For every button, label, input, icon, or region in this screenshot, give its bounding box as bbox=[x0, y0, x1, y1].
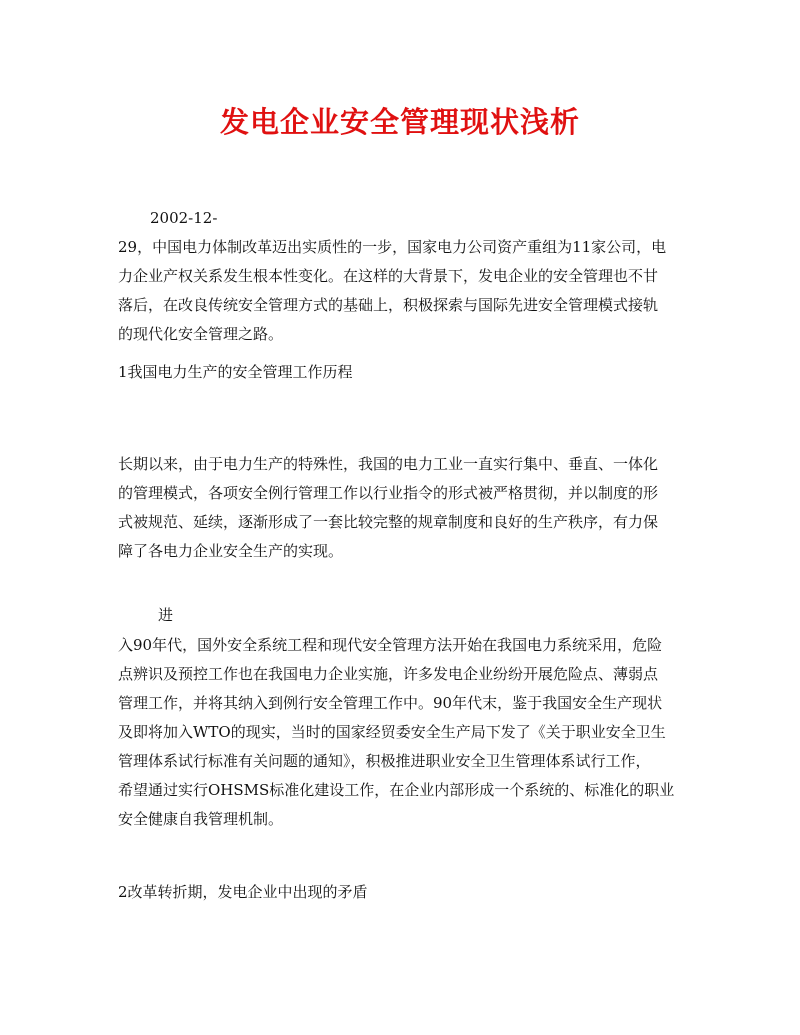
paragraph-3-lead bbox=[118, 601, 690, 630]
section-heading-1 bbox=[118, 358, 690, 387]
paragraph-line: 管理体系试行标准有关问题的通知》，积极推进职业安全卫生管理体系试行工作， bbox=[118, 752, 651, 770]
paragraph-line: 希望通过实行OHSMS标准化建设工作，在企业内部形成一个系统的、标准化的职业 bbox=[118, 781, 675, 799]
paragraph-line: 安全健康自我管理机制。 bbox=[118, 810, 284, 828]
paragraph-line: 的管理模式，各项安全例行管理工作以行业指令的形式被严格贯彻，并以制度的形 bbox=[118, 484, 659, 502]
section-heading-2 bbox=[118, 878, 690, 907]
paragraph-line: 及即将加入WTO的现实，当时的国家经贸委安全生产局下发了《关于职业安全卫生 bbox=[118, 723, 666, 741]
paragraph-line: 点辨识及预控工作也在我国电力企业实施，许多发电企业纷纷开展危险点、薄弱点 bbox=[118, 665, 659, 683]
paragraph-line: 入90年代，国外安全系统工程和现代安全管理方法开始在我国电力系统采用，危险 bbox=[118, 636, 663, 654]
date-text: 2002-12- bbox=[150, 209, 218, 227]
document-title: 发电企业安全管理现状浅析 bbox=[219, 105, 580, 139]
paragraph-2 bbox=[118, 450, 690, 566]
paragraph-line: 长期以来，由于电力生产的特殊性，我国的电力工业一直实行集中、垂直、一体化 bbox=[118, 455, 659, 473]
heading-text: 2改革转折期，发电企业中出现的矛盾 bbox=[118, 883, 368, 901]
paragraph-3 bbox=[118, 631, 690, 834]
paragraph-line: 29，中国电力体制改革迈出实质性的一步，国家电力公司资产重组为11家公司，电 bbox=[118, 238, 667, 256]
paragraph-1 bbox=[118, 233, 690, 349]
paragraph-line: 障了各电力企业安全生产的实现。 bbox=[118, 542, 344, 560]
paragraph-line: 管理工作，并将其纳入到例行安全管理工作中。90年代末，鉴于我国安全生产现状 bbox=[118, 694, 663, 712]
heading-text: 1我国电力生产的安全管理工作历程 bbox=[118, 363, 353, 381]
date-line bbox=[118, 204, 690, 233]
paragraph-line: 式被规范、延续，逐渐形成了一套比较完整的规章制度和良好的生产秩序，有力保 bbox=[118, 513, 659, 531]
paragraph-line: 落后，在改良传统安全管理方式的基础上，积极探索与国际先进安全管理模式接轨 bbox=[118, 296, 659, 314]
paragraph-line: 的现代化安全管理之路。 bbox=[118, 325, 284, 343]
paragraph-line: 力企业产权关系发生根本性变化。在这样的大背景下，发电企业的安全管理也不甘 bbox=[118, 267, 659, 285]
lead-text: 进 bbox=[158, 606, 174, 624]
